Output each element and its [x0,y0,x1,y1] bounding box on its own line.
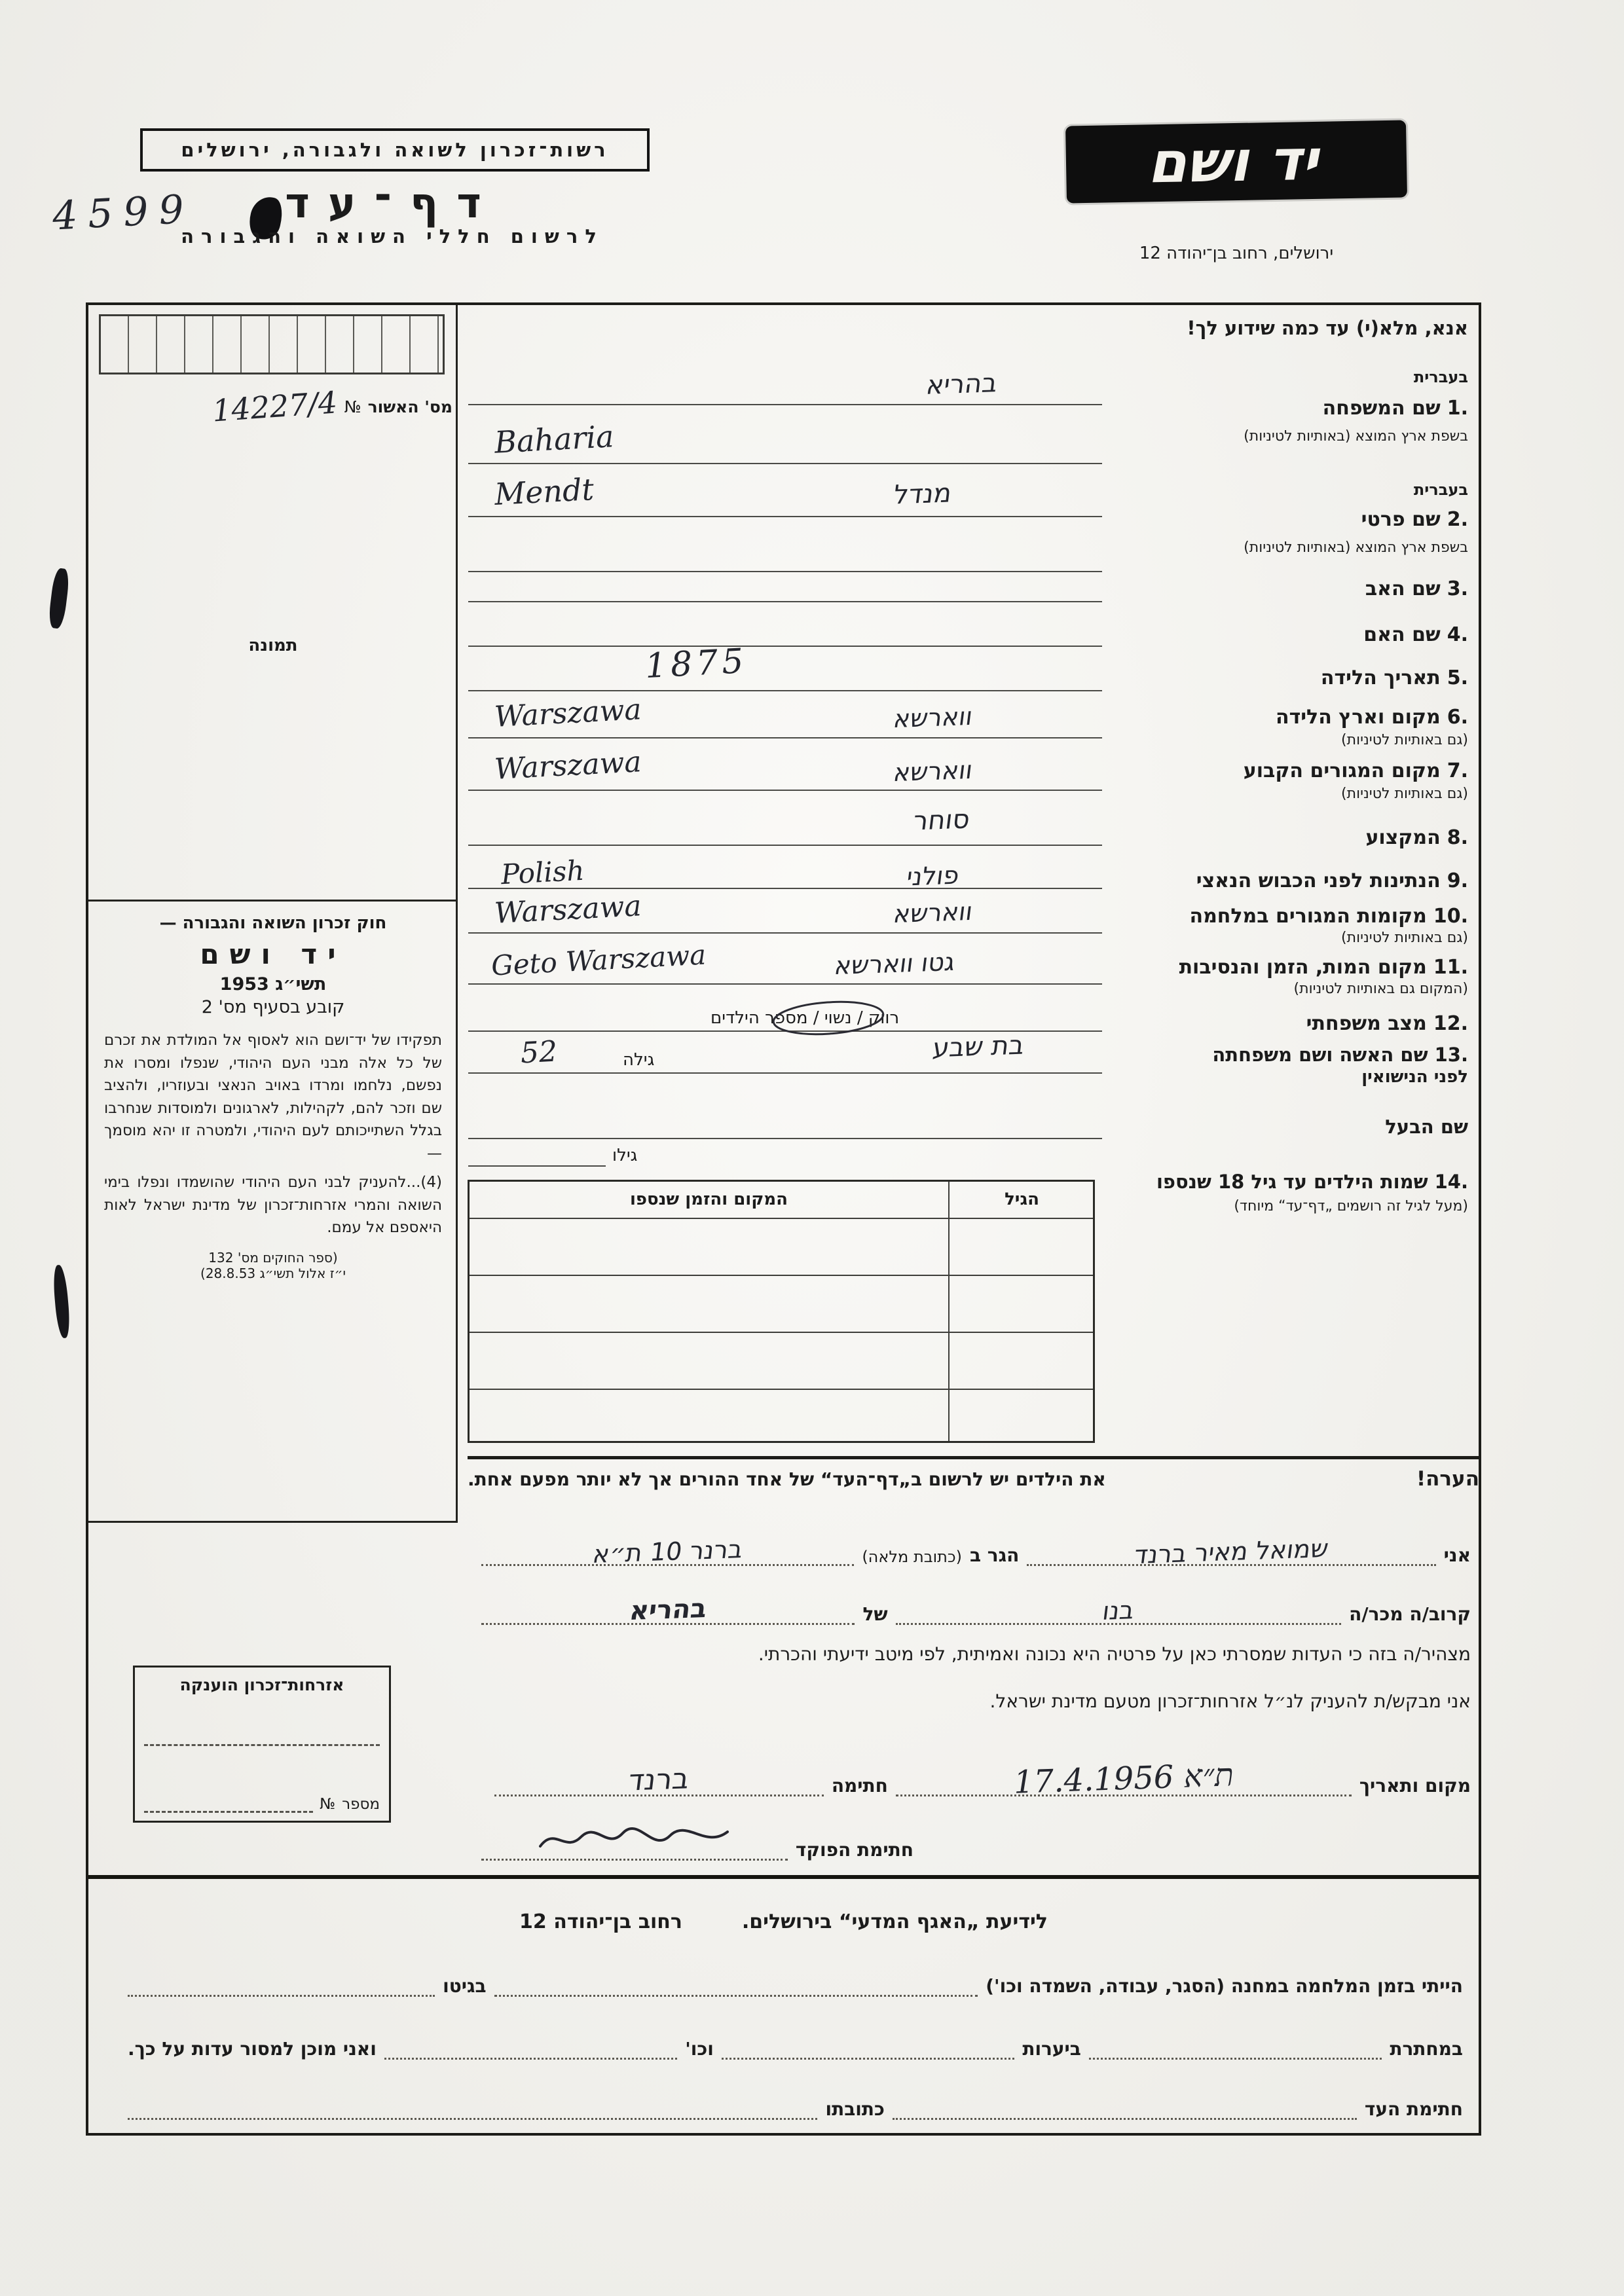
office-address: ירושלים, רחוב בן־יהודה 12 [1139,244,1334,263]
fill-line [468,1072,1102,1074]
table-row-line [470,1275,1093,1276]
number-label: מספר [342,1796,380,1813]
section-divider [88,1875,1479,1879]
place-date-line [896,1757,1352,1801]
law-title-line1: חוק זכרון השואה והגבורה — [159,913,387,933]
field6-label [1276,706,1468,729]
field4-label [1363,623,1468,646]
fill-line [468,845,1102,846]
table-column-divider [948,1182,950,1441]
fill-line [384,2051,677,2060]
field-label-text: מקומות המגורים במלחמה [1189,905,1427,928]
fill-line [468,888,1102,889]
bottom-underground-row [128,2027,1463,2060]
place-date-label: מקום ותאריך [1359,1775,1471,1796]
children-table [468,1180,1095,1443]
field-label-text: שם האשה ושם משפחתה [1212,1044,1428,1066]
law-title-line3: תשי״ג 1953 [219,974,327,994]
field6-handwritten-hebrew: ווארשא [891,701,974,734]
photo-placeholder-label: תמונה [248,636,298,655]
field-label-text: שם הבעל [1385,1116,1468,1138]
fill-line [468,690,1102,691]
fill-line [468,516,1102,517]
field10-sublabel: (גם באותיות לטיניות) [1341,930,1468,946]
field-label-text: תאריך הלידה [1320,666,1441,689]
field-number: 4. [1447,623,1468,646]
field-label-text: מקום המגורים הקבוע [1243,759,1441,782]
field3-label [1365,577,1468,600]
field7-handwritten-hebrew: ווארשא [891,755,974,788]
relation-handwritten: בנו [1101,1595,1136,1626]
sidebar [88,305,458,1523]
table-row-line [470,1332,1093,1333]
table-row-line [470,1218,1093,1219]
field2-sublabel-latin: בשפת ארץ המוצא (באותיות לטיניות) [1244,539,1468,556]
field14-sublabel: (מעל לגיל זה רושמים „דף־עד“ מיוחד) [1234,1198,1468,1214]
fill-line [468,404,1102,405]
relation-line [896,1595,1342,1626]
field-number: 3. [1447,577,1468,600]
field1-sublabel-hebrew: בעברית [1413,368,1468,386]
declaration-statement-2: אני מבקש/ת להעניק לנ״ל אזרחות־זכרון מטעם מדינת ישראל. [989,1690,1471,1712]
field-label-text: המקצוע [1365,826,1441,849]
signature-line [494,1762,824,1798]
clerk-signature-scribble [536,1824,733,1855]
forests-label: ביערות [1022,2038,1081,2060]
numero-sign: № [320,1796,336,1813]
memorial-citizenship-number-row [144,1796,380,1813]
memorial-citizenship-title: אזרחות־זכרון הוענקה [179,1675,344,1694]
field13-label [1212,1044,1468,1066]
of-label: של [862,1603,888,1625]
bottom-camp-row [128,1964,1463,1997]
field9-handwritten-latin: Polish [500,854,585,891]
authority-text: רשות־זכרון לשואה ולגבורה, ירושלים [181,139,609,161]
fill-line [144,1744,380,1746]
field-number: 11. [1433,956,1468,979]
camp-label: הייתי בזמן המלחמה במחנה (הסגר, עבודה, השמדה וכו') [986,1975,1463,1997]
wife-age-label: גילה [623,1050,655,1070]
field8-label [1365,826,1468,849]
field-label-text: שם האם [1363,623,1441,646]
bottom-title-address: רחוב בן־יהודה 12 [519,1910,682,1933]
declaration-statement-1: מצהיר/ה בזה כי העדות שמסרתי כאן על פרטיה היא נכונה ואמיתית, לפי מיטב ידיעתי והכרתי. [758,1643,1471,1665]
field-label-text: שם האב [1365,577,1441,600]
note-text: את הילדים יש לרשום ב„דף־העד“ של אחד ההורים אך לא יותר מפעם אחת. [468,1468,1106,1490]
field11-sublabel: (המקום גם באותיות לטיניות) [1293,981,1468,997]
fill-line [128,1988,435,1997]
field13-label-line2: לפני הנישואין [1361,1067,1468,1087]
field2-handwritten-latin: Mendt [493,471,595,512]
declarant-address-handwritten: ברנר 10 ת״א [591,1535,745,1569]
clerk-signature-line [481,1824,788,1861]
field11-label [1179,956,1468,979]
field-number: 5. [1447,666,1468,689]
field1-sublabel-latin: בשפת ארץ המוצא (באותיות לטיניות) [1244,428,1468,445]
clerk-signature-label: חתימת הפוקד [795,1839,913,1861]
marital-options-text: רווק / נשוי / מספר הילדים [710,1008,900,1028]
fill-line [144,1811,313,1813]
field-number: 14. [1434,1171,1468,1193]
fill-line [494,1988,978,1997]
field13-handwritten-wife-name: בת שבע [931,1030,1026,1064]
law-title-line2: יד ושם [200,938,346,970]
fill-line [468,737,1102,738]
field-label-text: שם המשפחה [1322,397,1441,420]
husband-age-label: גילו [612,1146,638,1165]
field-number: 1. [1447,397,1468,420]
field-number: 2. [1447,508,1468,531]
declarant-name-line [1027,1533,1435,1570]
approval-number-label: מס' האשור [367,397,452,416]
fill-line [468,983,1102,985]
field6-sublabel: (גם באותיות לטיניות) [1341,732,1468,748]
field11-handwritten-latin: Geto Warszawa [490,938,707,982]
declarant-i-label: אני [1443,1544,1471,1566]
field10-label [1189,905,1468,928]
field10-handwritten-hebrew: ווארשא [891,896,974,929]
field-label-text: מקום וארץ הלידה [1275,706,1441,729]
field2-sublabel-hebrew: בעברית [1413,481,1468,499]
field5-label [1321,666,1468,689]
ready-to-testify-label: ואני מוכן למסור עדות על כך. [127,2038,377,2060]
yad-vashem-logo [1065,120,1407,203]
law-body-text2: (4)...להעניק לבני העם היהודי שהושמדו ונפלו בימי השואה והמרי אזרחות־זכרון של מדינת ישראל לאות היאספם אל עמם. [104,1174,442,1236]
fill-line [468,790,1102,791]
marital-status-circle-mark [769,998,887,1038]
ghetto-label: בגיטו [443,1975,487,1997]
note-head: הערה! [1416,1467,1479,1491]
fill-line [468,1138,1102,1139]
place-date-signature-row [494,1744,1471,1801]
witness-signature-label: חתימת העד [1364,2098,1463,2120]
fill-in-instruction: אנא, מלא(י) עד כמה שידוע לך! [1187,317,1468,339]
fill-line [128,2111,817,2120]
law-body-text: תפקידו של יד־ושם הוא לאסוף אל המולדת את זכרם של כל אלה מבני העם היהודי, שנפלו ומסרו את נפשם, נלחמו ומרדו באויב הנאצי ובעוזריו, ולהציב שם וזכר להם, לקהילות, לארגונים ולמוסדות שנחרבו בגלל השתייכותם לעם היהודי, ולמטרה זו יהא מוסמך — [104,1032,442,1162]
form-subtitle: לרשום חללי השואה והגבורה [181,225,604,247]
fill-line [1089,2051,1382,2060]
field-label-text: שמות הילדים עד גיל 18 שנספו [1156,1171,1428,1193]
wife-age-handwritten: 52 [519,1034,559,1070]
declaration-relation-row [481,1583,1471,1625]
field12-label [1306,1012,1468,1035]
field2-handwritten-hebrew: מנדל [891,478,953,511]
clerk-signature-row [481,1821,913,1861]
law-citation-line2: י״ז אלול תשי״ג 28.8.53) [200,1265,346,1281]
signature-label: חתימה [831,1775,888,1796]
fill-line [722,2051,1014,2060]
field-label-text: הנתינות לפני הכבוש הנאצי [1196,869,1441,892]
numero-sign: № [344,397,361,416]
relation-label: קרוב/ה מכר/ה [1349,1603,1471,1625]
full-address-paren-label: (כתובת מלאה) [862,1548,962,1566]
bottom-title-text: לידיעת „האגף המדעי“ בירושלים. [741,1910,1048,1933]
etc-label: וכו' [685,2038,714,2060]
field-label-text: מקום המות, הזמן והנסיבות [1179,956,1427,979]
field-number: 7. [1447,759,1468,782]
field7-handwritten-latin: Warszawa [493,745,642,786]
field7-sublabel: (גם באותיות לטיניות) [1341,786,1468,802]
field-number: 13. [1434,1044,1468,1066]
authority-banner [140,128,650,172]
field9-label [1196,869,1468,892]
main-form [86,302,1481,2136]
field6-handwritten-latin: Warszawa [493,693,642,734]
scan-artifact [52,1264,71,1338]
field1-handwritten-latin: Baharia [493,418,615,460]
law-excerpt-box [88,900,458,1523]
fill-line [468,463,1102,464]
place-date-handwritten: ת״א 17.4.1956 [1013,1757,1234,1801]
yad-vashem-logo-text: יד ושם [1145,127,1328,196]
ruled-number-box [99,314,445,374]
witness-address-label: כתובתו [825,2098,885,2120]
field-number: 9. [1447,869,1468,892]
field14-label [1156,1171,1468,1193]
field8-handwritten: סוחר [911,804,972,837]
field10-handwritten-latin: Warszawa [493,889,642,930]
law-citation-line1: (ספר החוקים מס' 132 [208,1249,338,1266]
scan-artifact [47,568,70,629]
fill-line [468,601,1102,602]
bottom-witness-signature-row [128,2087,1463,2120]
table-row-line [470,1389,1093,1390]
field9-handwritten-hebrew: פולני [905,860,961,892]
declarant-name-handwritten: שמואל מאיר ברנד [1132,1533,1331,1570]
resides-label: הגר ב [969,1544,1020,1566]
field-number: 12. [1433,1012,1468,1035]
law-title-line4: קובע בסעיף מס' 2 [201,997,345,1017]
deceased-name-line [481,1593,855,1627]
declarant-address-line [481,1535,854,1569]
form-title: דף־עד [285,179,500,228]
underground-label: במחתרת [1390,2038,1463,2060]
approval-number-row [94,384,452,429]
field11-handwritten-hebrew: גטו ווארשא [832,947,957,981]
bottom-section-title [88,1910,1479,1933]
field1-handwritten-hebrew: בהריא [924,368,999,401]
witness-signature-handwritten: ברנד [627,1762,692,1798]
approval-number-handwritten: 14227/4 [211,384,339,429]
field2-label [1361,508,1468,531]
field-label-text: שם פרטי [1361,508,1441,531]
children-table-place-header: המקום והזמן שנספו [629,1190,788,1209]
fill-line [468,1165,606,1167]
serial-number-handwritten: 4599 [51,186,196,240]
fill-line [468,932,1102,934]
deceased-name-handwritten: בהריא [627,1593,709,1627]
field7-label [1244,759,1468,782]
field5-handwritten-year: 1875 [644,641,748,687]
field-number: 10. [1433,905,1468,928]
declaration-identity-row [481,1524,1471,1570]
field1-label [1323,397,1468,420]
fill-line [893,2111,1357,2120]
field-number: 8. [1447,826,1468,849]
husband-name-label [1385,1116,1468,1138]
fill-line [468,646,1102,647]
memorial-citizenship-box [133,1666,391,1823]
field-number: 6. [1447,706,1468,729]
field-label-text: מצב משפחתי [1306,1012,1427,1035]
children-note-row [468,1456,1479,1491]
fill-line [468,571,1102,572]
children-table-age-header: הגיל [1005,1190,1039,1209]
